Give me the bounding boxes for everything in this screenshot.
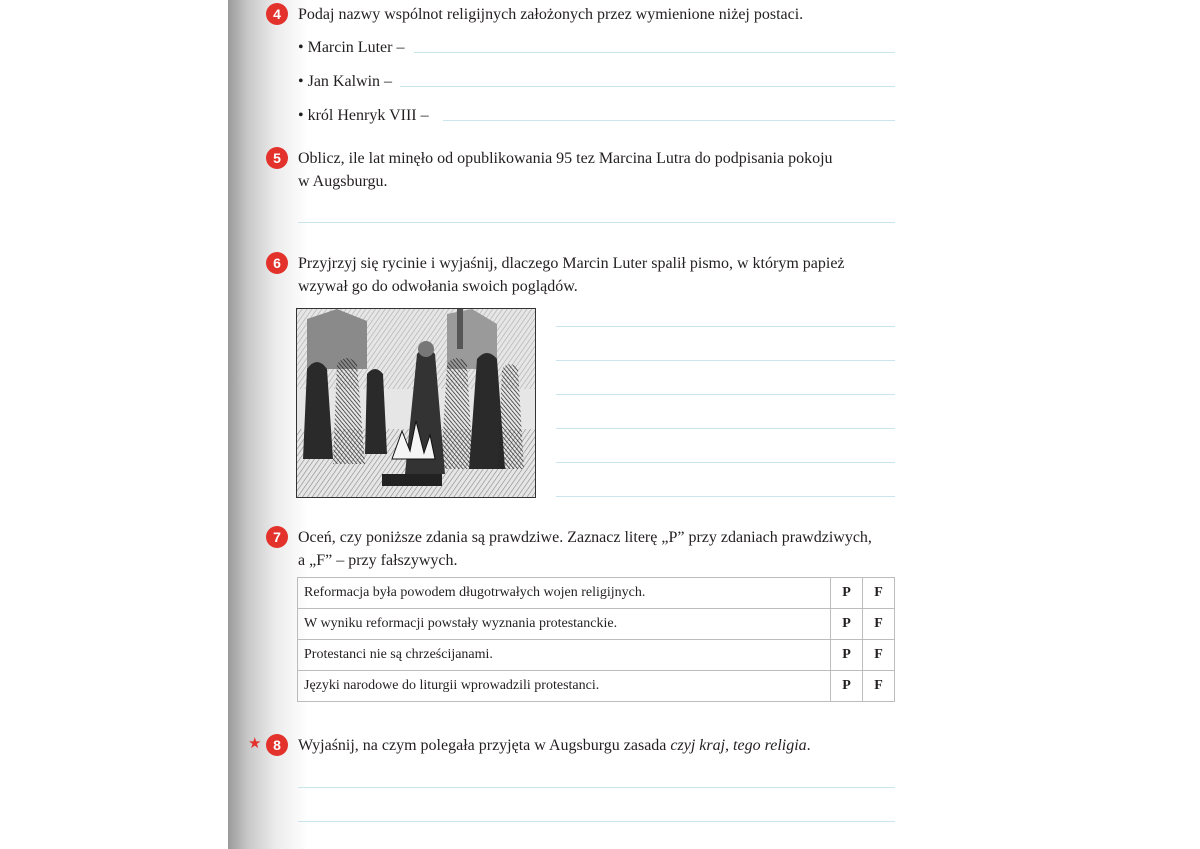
question-6-text [298, 252, 898, 298]
q5-answer-line[interactable] [298, 222, 895, 223]
q4-item-kalwin: • Jan Kalwin – [298, 73, 393, 90]
table-row [298, 578, 895, 609]
q8-answer-line-2[interactable] [298, 821, 895, 822]
table-row [298, 671, 895, 702]
statement-2-false-option[interactable]: F [863, 609, 895, 640]
question-7-line-1: Oceń, czy poniższe zdania są prawdziwe. Zaznacz literę „P” przy zdaniach prawdziwych, [298, 529, 872, 546]
q6-answer-line-4[interactable] [556, 428, 895, 429]
true-false-table [297, 577, 895, 702]
statement-3-false-option[interactable]: F [863, 640, 895, 671]
q6-answer-line-1[interactable] [556, 326, 895, 327]
q4-answer-line-henryk[interactable] [443, 120, 895, 121]
q6-answer-line-6[interactable] [556, 496, 895, 497]
question-8-text-start: Wyjaśnij, na czym polegała przyjęta w Augsburgu zasada [298, 737, 671, 754]
statement-3-true-option[interactable]: P [831, 640, 863, 671]
statement-1-true-option[interactable]: P [831, 578, 863, 609]
q4-item-henryk: • król Henryk VIII – [298, 107, 429, 124]
statement-1: Reformacja była powodem długotrwałych wojen religijnych. [298, 578, 831, 609]
question-7-number-badge: 7 [266, 526, 288, 548]
question-6-line-1: Przyjrzyj się rycinie i wyjaśnij, dlaczego Marcin Luter spalił pismo, w którym papież [298, 255, 845, 272]
q6-answer-line-5[interactable] [556, 462, 895, 463]
q4-answer-line-kalwin[interactable] [400, 86, 895, 87]
question-7-text [298, 526, 898, 572]
question-5-line-1: Oblicz, ile lat minęło od opublikowania 95 tez Marcina Lutra do podpisania pokoju [298, 150, 833, 167]
question-8-number-badge: 8 [266, 734, 288, 756]
question-4-text: Podaj nazwy wspólnot religijnych założonych przez wymienione niżej postaci. [298, 6, 804, 23]
question-5-text [298, 147, 898, 193]
question-6-number-badge: 6 [266, 252, 288, 274]
statement-1-false-option[interactable]: F [863, 578, 895, 609]
question-5-number-badge: 5 [266, 147, 288, 169]
table-row [298, 609, 895, 640]
q4-item-luter: • Marcin Luter – [298, 39, 405, 56]
q4-answer-line-luter[interactable] [414, 52, 895, 53]
statement-4-true-option[interactable]: P [831, 671, 863, 702]
question-8-text-end: . [806, 737, 811, 754]
table-row [298, 640, 895, 671]
statement-2-true-option[interactable]: P [831, 609, 863, 640]
statement-4-false-option[interactable]: F [863, 671, 895, 702]
question-5-line-2: w Augsburgu. [298, 173, 388, 190]
q8-answer-line-1[interactable] [298, 787, 895, 788]
question-8-italic-phrase: czyj kraj, tego religia [670, 737, 807, 754]
question-7-line-2: a „F” – przy fałszywych. [298, 552, 458, 569]
luther-burning-bull-engraving [296, 308, 536, 498]
statement-4: Języki narodowe do liturgii wprowadzili protestanci. [298, 671, 831, 702]
q6-answer-line-3[interactable] [556, 394, 895, 395]
statement-3: Protestanci nie są chrześcijanami. [298, 640, 831, 671]
question-6-line-2: wzywał go do odwołania swoich poglądów. [298, 278, 578, 295]
question-8-text [298, 734, 898, 757]
engraving-illustration [297, 309, 535, 497]
statement-2: W wyniku reformacji powstały wyznania protestanckie. [298, 609, 831, 640]
extension-star-icon: ★ [248, 736, 262, 752]
question-4-number-badge: 4 [266, 3, 288, 25]
q6-answer-line-2[interactable] [556, 360, 895, 361]
